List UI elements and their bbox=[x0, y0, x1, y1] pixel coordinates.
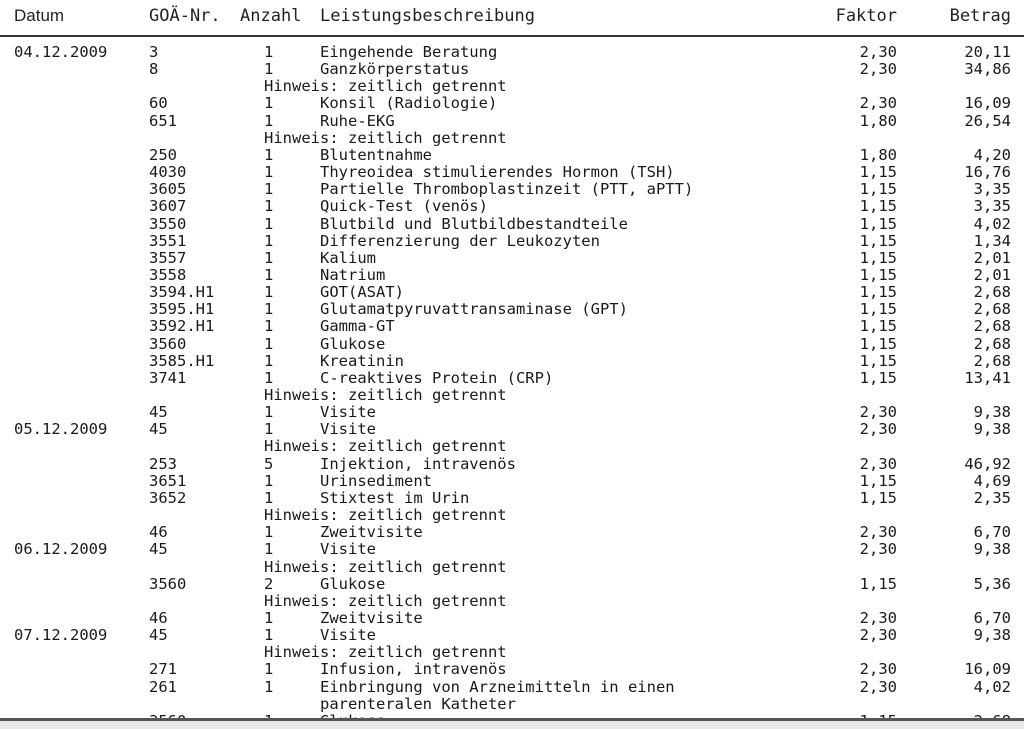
row-count: 1 bbox=[264, 248, 274, 267]
row-description: Visite bbox=[320, 420, 376, 439]
table-row bbox=[0, 147, 1024, 164]
goa-code: 3607 bbox=[149, 197, 187, 216]
row-count: 1 bbox=[264, 231, 274, 250]
table-row bbox=[0, 353, 1024, 370]
table-row bbox=[0, 216, 1024, 233]
table-row bbox=[0, 181, 1024, 198]
note-row bbox=[0, 593, 1024, 610]
row-factor: 1,15 bbox=[859, 283, 897, 302]
goa-code: 253 bbox=[149, 454, 177, 473]
row-amount: 9,38 bbox=[973, 420, 1011, 439]
row-description: Blutbild und Blutbildbestandteile bbox=[320, 214, 628, 233]
header-anzahl: Anzahl bbox=[240, 6, 302, 26]
row-count: 1 bbox=[264, 403, 274, 422]
table-row bbox=[0, 44, 1024, 61]
goa-code: 3560 bbox=[149, 334, 187, 353]
row-count: 1 bbox=[264, 163, 274, 182]
row-note: Hinweis: zeitlich getrennt bbox=[264, 77, 507, 96]
page-bottom-shadow bbox=[0, 718, 1024, 721]
row-description: Infusion, intravenös bbox=[320, 660, 507, 679]
row-description: Einbringung von Arzneimitteln in einen bbox=[320, 677, 675, 696]
table-row bbox=[0, 421, 1024, 438]
row-count: 1 bbox=[264, 283, 274, 302]
table-row bbox=[0, 95, 1024, 112]
row-factor: 2,30 bbox=[859, 626, 897, 645]
row-amount: 3,35 bbox=[973, 180, 1011, 199]
row-factor: 1,80 bbox=[859, 145, 897, 164]
row-description: GOT(ASAT) bbox=[320, 283, 404, 302]
row-amount: 2,68 bbox=[973, 300, 1011, 319]
row-factor: 2,30 bbox=[859, 523, 897, 542]
row-count: 1 bbox=[264, 214, 274, 233]
goa-code: 60 bbox=[149, 94, 168, 113]
row-factor: 1,15 bbox=[859, 351, 897, 370]
table-row bbox=[0, 627, 1024, 644]
row-note: Hinweis: zeitlich getrennt bbox=[264, 506, 507, 525]
row-amount: 2,68 bbox=[973, 317, 1011, 336]
row-date: 07.12.2009 bbox=[14, 626, 108, 645]
row-amount: 2,68 bbox=[973, 283, 1011, 302]
row-factor: 2,30 bbox=[859, 94, 897, 113]
row-count: 1 bbox=[264, 43, 274, 61]
row-count: 1 bbox=[264, 197, 274, 216]
goa-code: 261 bbox=[149, 677, 177, 696]
table-row bbox=[0, 576, 1024, 593]
row-factor: 1,15 bbox=[859, 574, 897, 593]
row-factor: 2,30 bbox=[859, 660, 897, 679]
goa-code: 4030 bbox=[149, 163, 187, 182]
goa-code: 45 bbox=[149, 403, 168, 422]
row-description: Differenzierung der Leukozyten bbox=[320, 231, 600, 250]
row-factor: 2,30 bbox=[859, 540, 897, 559]
row-description: Urinsediment bbox=[320, 471, 432, 490]
row-amount: 16,09 bbox=[964, 660, 1011, 679]
table-row bbox=[0, 284, 1024, 301]
row-count: 1 bbox=[264, 677, 274, 696]
goa-code: 3558 bbox=[149, 265, 187, 284]
row-factor: 1,15 bbox=[859, 368, 897, 387]
table-row bbox=[0, 524, 1024, 541]
row-factor: 1,80 bbox=[859, 111, 897, 130]
goa-code: 651 bbox=[149, 111, 177, 130]
row-factor: 1,15 bbox=[859, 163, 897, 182]
row-description: Ganzkörperstatus bbox=[320, 60, 470, 79]
table-row bbox=[0, 370, 1024, 387]
table-row bbox=[0, 198, 1024, 215]
goa-code: 3595.H1 bbox=[149, 300, 215, 319]
row-count: 1 bbox=[264, 145, 274, 164]
note-row bbox=[0, 559, 1024, 576]
header-goa: GOÄ-Nr. bbox=[149, 6, 221, 26]
table-row bbox=[0, 267, 1024, 284]
table-row bbox=[0, 541, 1024, 558]
row-factor: 2,30 bbox=[859, 454, 897, 473]
row-count: 5 bbox=[264, 454, 274, 473]
goa-code: 8 bbox=[149, 60, 159, 79]
goa-code: 46 bbox=[149, 523, 168, 542]
row-description: Partielle Thromboplastinzeit (PTT, aPTT) bbox=[320, 180, 694, 199]
row-count: 1 bbox=[264, 265, 274, 284]
row-amount: 16,09 bbox=[964, 94, 1011, 113]
row-count: 1 bbox=[264, 111, 274, 130]
goa-code: 45 bbox=[149, 626, 168, 645]
row-factor: 1,15 bbox=[859, 488, 897, 507]
row-factor: 1,15 bbox=[859, 180, 897, 199]
table-row bbox=[0, 473, 1024, 490]
row-count: 1 bbox=[264, 608, 274, 627]
table-row bbox=[0, 610, 1024, 627]
row-description: Kalium bbox=[320, 248, 376, 267]
row-count: 1 bbox=[264, 334, 274, 353]
header-betrag: Betrag bbox=[949, 6, 1011, 26]
row-count: 1 bbox=[264, 94, 274, 113]
note-row bbox=[0, 387, 1024, 404]
goa-code: 3551 bbox=[149, 231, 187, 250]
table-row bbox=[0, 336, 1024, 353]
row-amount: 6,70 bbox=[973, 608, 1011, 627]
table-row bbox=[0, 696, 1024, 713]
table-row bbox=[0, 404, 1024, 421]
table-row bbox=[0, 318, 1024, 335]
goa-code: 3652 bbox=[149, 488, 187, 507]
row-note: Hinweis: zeitlich getrennt bbox=[264, 386, 507, 404]
row-description: Eingehende Beratung bbox=[320, 43, 498, 61]
row-note: Hinweis: zeitlich getrennt bbox=[264, 591, 507, 610]
table-row bbox=[0, 490, 1024, 507]
note-row bbox=[0, 644, 1024, 661]
row-factor: 1,15 bbox=[859, 265, 897, 284]
row-amount: 46,92 bbox=[964, 454, 1011, 473]
row-factor: 2,30 bbox=[859, 43, 897, 61]
row-description: Gamma-GT bbox=[320, 317, 395, 336]
row-count: 2 bbox=[264, 574, 274, 593]
row-amount: 3,35 bbox=[973, 197, 1011, 216]
row-description: Kreatinin bbox=[320, 351, 404, 370]
row-amount: 16,76 bbox=[964, 163, 1011, 182]
note-row bbox=[0, 438, 1024, 455]
row-count: 1 bbox=[264, 488, 274, 507]
row-description: Blutentnahme bbox=[320, 145, 432, 164]
row-note: Hinweis: zeitlich getrennt bbox=[264, 437, 507, 456]
row-description: Visite bbox=[320, 540, 376, 559]
row-amount: 34,86 bbox=[964, 60, 1011, 79]
goa-code: 3605 bbox=[149, 180, 187, 199]
row-count: 1 bbox=[264, 368, 274, 387]
row-factor: 2,30 bbox=[859, 677, 897, 696]
row-amount: 4,20 bbox=[973, 145, 1011, 164]
row-amount: 9,38 bbox=[973, 540, 1011, 559]
row-count: 1 bbox=[264, 523, 274, 542]
row-amount: 6,70 bbox=[973, 523, 1011, 542]
row-note: Hinweis: zeitlich getrennt bbox=[264, 557, 507, 576]
row-amount: 13,41 bbox=[964, 368, 1011, 387]
row-factor: 2,30 bbox=[859, 403, 897, 422]
row-factor: 1,15 bbox=[859, 248, 897, 267]
row-count: 1 bbox=[264, 420, 274, 439]
row-count: 1 bbox=[264, 300, 274, 319]
row-amount: 9,38 bbox=[973, 403, 1011, 422]
row-factor: 2,30 bbox=[859, 608, 897, 627]
row-description: Glutamatpyruvattransaminase (GPT) bbox=[320, 300, 628, 319]
row-amount: 1,34 bbox=[973, 231, 1011, 250]
row-factor: 1,15 bbox=[859, 471, 897, 490]
goa-code: 3592.H1 bbox=[149, 317, 215, 336]
row-amount: 26,54 bbox=[964, 111, 1011, 130]
row-description: Visite bbox=[320, 403, 376, 422]
row-factor: 2,30 bbox=[859, 420, 897, 439]
goa-code: 3651 bbox=[149, 471, 187, 490]
row-factor: 1,15 bbox=[859, 334, 897, 353]
row-count: 1 bbox=[264, 60, 274, 79]
row-date: 06.12.2009 bbox=[14, 540, 108, 559]
row-count: 1 bbox=[264, 351, 274, 370]
row-amount: 2,68 bbox=[973, 351, 1011, 370]
header-faktor: Faktor bbox=[835, 6, 897, 26]
header-datum: Datum bbox=[14, 6, 65, 25]
goa-code: 45 bbox=[149, 420, 168, 439]
table-row bbox=[0, 661, 1024, 678]
note-row bbox=[0, 507, 1024, 524]
row-factor: 1,15 bbox=[859, 197, 897, 216]
row-description: C-reaktives Protein (CRP) bbox=[320, 368, 554, 387]
row-description: Zweitvisite bbox=[320, 608, 423, 627]
goa-code: 3 bbox=[149, 43, 159, 61]
row-amount: 2,68 bbox=[973, 334, 1011, 353]
row-amount: 4,02 bbox=[973, 677, 1011, 696]
goa-code: 3741 bbox=[149, 368, 187, 387]
row-count: 1 bbox=[264, 471, 274, 490]
row-factor: 1,15 bbox=[859, 214, 897, 233]
table-row bbox=[0, 61, 1024, 78]
row-amount: 4,69 bbox=[973, 471, 1011, 490]
goa-code: 45 bbox=[149, 540, 168, 559]
row-amount: 2,01 bbox=[973, 265, 1011, 284]
table-row bbox=[0, 233, 1024, 250]
goa-code: 46 bbox=[149, 608, 168, 627]
row-factor: 2,30 bbox=[859, 60, 897, 79]
row-factor: 1,15 bbox=[859, 231, 897, 250]
row-description: Ruhe-EKG bbox=[320, 111, 395, 130]
row-factor: 1,15 bbox=[859, 317, 897, 336]
row-note: Hinweis: zeitlich getrennt bbox=[264, 643, 507, 662]
goa-code: 3550 bbox=[149, 214, 187, 233]
row-count: 1 bbox=[264, 660, 274, 679]
row-amount: 2,01 bbox=[973, 248, 1011, 267]
row-description: parenteralen Katheter bbox=[320, 694, 516, 713]
row-count: 1 bbox=[264, 540, 274, 559]
row-amount: 20,11 bbox=[964, 43, 1011, 61]
row-count: 1 bbox=[264, 626, 274, 645]
goa-code: 3557 bbox=[149, 248, 187, 267]
row-description: Visite bbox=[320, 626, 376, 645]
row-amount: 4,02 bbox=[973, 214, 1011, 233]
goa-code: 250 bbox=[149, 145, 177, 164]
header-leistungsbeschreibung: Leistungsbeschreibung bbox=[320, 6, 535, 26]
goa-code: 3560 bbox=[149, 574, 187, 593]
row-amount: 5,36 bbox=[973, 574, 1011, 593]
goa-code: 3594.H1 bbox=[149, 283, 215, 302]
row-count: 1 bbox=[264, 317, 274, 336]
row-date: 05.12.2009 bbox=[14, 420, 108, 439]
row-note: Hinweis: zeitlich getrennt bbox=[264, 128, 507, 147]
table-row bbox=[0, 679, 1024, 696]
row-description: Zweitvisite bbox=[320, 523, 423, 542]
row-factor: 1,15 bbox=[859, 300, 897, 319]
row-description: Konsil (Radiologie) bbox=[320, 94, 498, 113]
goa-code: 271 bbox=[149, 660, 177, 679]
table-row bbox=[0, 250, 1024, 267]
row-description: Glukose bbox=[320, 334, 386, 353]
table-row bbox=[0, 113, 1024, 130]
row-description: Thyreoidea stimulierendes Hormon (TSH) bbox=[320, 163, 675, 182]
table-row bbox=[0, 456, 1024, 473]
row-description: Natrium bbox=[320, 265, 386, 284]
row-description: Injektion, intravenös bbox=[320, 454, 516, 473]
table-row bbox=[0, 164, 1024, 181]
note-row bbox=[0, 78, 1024, 95]
note-row bbox=[0, 130, 1024, 147]
row-amount: 9,38 bbox=[973, 626, 1011, 645]
row-description: Quick-Test (venös) bbox=[320, 197, 488, 216]
row-description: Glukose bbox=[320, 574, 386, 593]
row-date: 04.12.2009 bbox=[14, 43, 108, 61]
row-description: Stixtest im Urin bbox=[320, 488, 470, 507]
row-count: 1 bbox=[264, 180, 274, 199]
row-amount: 2,35 bbox=[973, 488, 1011, 507]
goa-code: 3585.H1 bbox=[149, 351, 215, 370]
table-row bbox=[0, 301, 1024, 318]
